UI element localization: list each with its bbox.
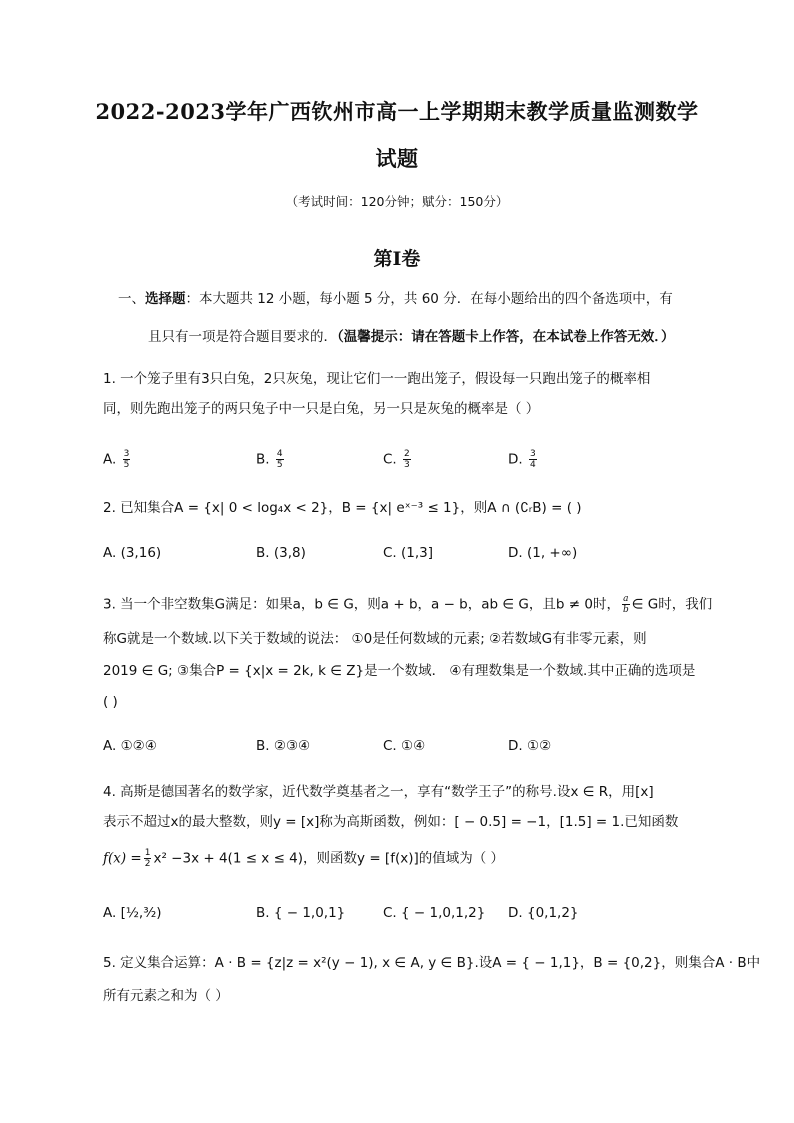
q3-line3: 2019 ∈ G; ③集合P = {x|x = 2k, k ∈ Z}是一个数域． ④有理数集是一个数域.其中正确的选项是 (103, 663, 696, 679)
q4-line1: 4. 高斯是德国著名的数学家，近代数学奠基者之一，享有“数学王子”的称号.设x ∈ R，用[x] (103, 784, 654, 800)
section-label: 选择题 (145, 291, 186, 307)
q1-option-a-fraction: $\frac{3}{5}$ (123, 449, 130, 470)
q1-option-d-fraction: $\frac{3}{4}$ (529, 449, 536, 470)
q2-option-d: D. (1, +∞) (508, 545, 578, 561)
q1-line2: 同，则先跑出笼子的两只兔子中一只是白兔，另一只是灰兔的概率是（ ） (103, 401, 540, 417)
volume-heading: 第Ⅰ卷 (373, 248, 421, 270)
section-text2a: 且只有一项是符合题目要求的． (148, 329, 337, 345)
q3-option-a: A. ①②④ (103, 738, 157, 754)
section-instruction-line1 (118, 289, 673, 309)
exam-title-line2: 试题 (375, 146, 419, 171)
q1-option-b-fraction: $\frac{4}{5}$ (276, 449, 283, 470)
q1-option-a: A. $\frac{3}{5}$ (103, 449, 130, 470)
q4-option-a: A. [½,³⁄₂) (103, 905, 162, 921)
q4-option-d: D. {0,1,2} (508, 905, 579, 921)
section-tip: （温馨提示：请在答题卡上作答，在本试卷上作答无效．） (337, 329, 675, 345)
q1-option-b: B. $\frac{4}{5}$ (256, 449, 283, 470)
q3-line4: ( ) (103, 694, 118, 710)
q2-option-b: B. (3,8) (256, 545, 306, 561)
q4-line2: 表示不超过x的最大整数，则y = [x]称为高斯函数，例如：[ − 0.5] = −1，[1.5] = 1.已知函数 (103, 814, 679, 830)
q2-line1: 2. 已知集合A = {x| 0 < log₄x < 2}，B = {x| eˣ⁻³ ≤ 1}，则A ∩ (∁ᵣB) = ( ) (103, 500, 582, 516)
q3-line1: 3. 当一个非空数集G满足：如果a，b ∈ G，则a + b，a − b，ab ∈ G，且b ≠ 0时， $\frac{a}{b}$ ∈ G时，我们 (103, 594, 713, 615)
q3-option-d: D. ①② (508, 738, 552, 754)
q5-line1: 5. 定义集合运算：A · B = {z|z = x²(y − 1), x ∈ A, y ∈ B}.设A = { − 1,1}，B = {0,2}，则集合A · B中 (103, 955, 761, 971)
exam-title-line1: 2022-2023学年广西钦州市高一上学期期末教学质量监测数学 (95, 99, 699, 124)
q4-line3: f(x) = $\frac{1}{2}$ x² −3x + 4(1 ≤ x ≤ 4)，则函数y = [f(x)]的值域为（ ） (103, 848, 505, 869)
q4-option-c: C. { − 1,0,1,2} (383, 905, 486, 921)
q3-fraction: $\frac{a}{b}$ (622, 594, 629, 615)
q1-option-c-fraction: $\frac{2}{3}$ (404, 449, 410, 470)
q2-option-a: A. (3,16) (103, 545, 162, 561)
q1-option-d: D. $\frac{3}{4}$ (508, 449, 536, 470)
q2-option-c: C. (1,3] (383, 545, 434, 561)
section-text1: ：本大题共 12 小题，每小题 5 分，共 60 分．在每小题给出的四个备选项中，有 (185, 291, 673, 307)
q3-line2: 称G就是一个数域.以下关于数域的说法： ①0是任何数域的元素; ②若数域G有非零元素，则 (103, 631, 647, 647)
q3-option-c: C. ①④ (383, 738, 426, 754)
q4-option-b: B. { − 1,0,1} (256, 905, 346, 921)
q1-option-c: C. $\frac{2}{3}$ (383, 449, 410, 470)
q1-line1: 1. 一个笼子里有3只白兔，2只灰兔，现让它们一一跑出笼子，假设每一只跑出笼子的概率相 (103, 371, 651, 387)
exam-info: （考试时间：120分钟；赋分：150分） (285, 194, 509, 209)
section-lead: 一、 (118, 291, 145, 307)
q5-line2: 所有元素之和为（ ） (103, 988, 229, 1004)
q3-option-b: B. ②③④ (256, 738, 311, 754)
q4-fraction: $\frac{1}{2}$ (144, 848, 151, 869)
section-instruction-line2 (148, 327, 675, 347)
